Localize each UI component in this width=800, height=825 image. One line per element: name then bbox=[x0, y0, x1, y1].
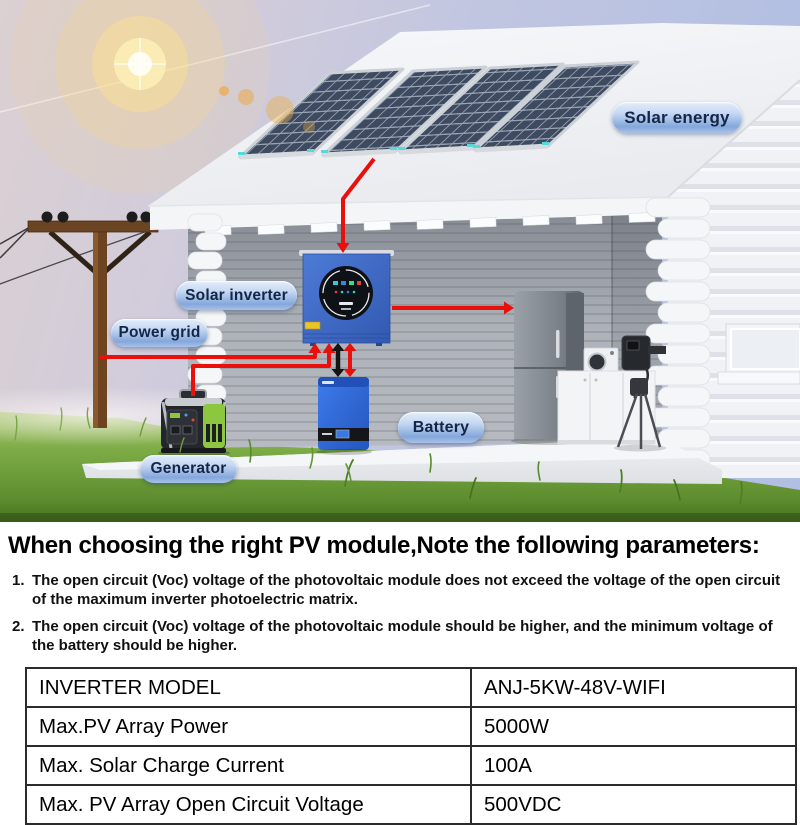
battery-unit bbox=[316, 377, 372, 455]
label-generator bbox=[140, 455, 237, 483]
spec-value: ANJ-5KW-48V-WIFI bbox=[471, 668, 796, 707]
spec-label: Max. PV Array Open Circuit Voltage bbox=[26, 785, 471, 824]
spec-value: 5000W bbox=[471, 707, 796, 746]
label-generator-text: Generator bbox=[150, 460, 227, 477]
label-solar-inverter-text: Solar inverter bbox=[185, 286, 288, 304]
spec-label: Max. Solar Charge Current bbox=[26, 746, 471, 785]
spec-table bbox=[25, 667, 797, 825]
table-row bbox=[26, 785, 796, 824]
label-battery bbox=[398, 412, 484, 443]
note-text: The open circuit (Voc) voltage of the photovoltaic module should be higher, and the minimum voltage of the battery should be higher. bbox=[32, 617, 773, 655]
spec-label: INVERTER MODEL bbox=[26, 668, 471, 707]
note-number: 2. bbox=[12, 617, 25, 635]
wall-trim-panel bbox=[718, 324, 800, 384]
label-solar-energy bbox=[612, 102, 742, 133]
table-row bbox=[26, 668, 796, 707]
label-power-grid-text: Power grid bbox=[118, 324, 201, 341]
content-section bbox=[0, 522, 800, 825]
note-item bbox=[12, 617, 792, 655]
spec-value: 100A bbox=[471, 746, 796, 785]
table-row bbox=[26, 707, 796, 746]
parameter-notes bbox=[8, 571, 792, 656]
generator-unit bbox=[158, 390, 230, 457]
warning-label bbox=[305, 322, 320, 329]
note-number: 1. bbox=[12, 571, 25, 589]
spec-label: Max.PV Array Power bbox=[26, 707, 471, 746]
label-power-grid bbox=[111, 319, 208, 347]
label-battery-text: Battery bbox=[412, 418, 470, 436]
note-text: The open circuit (Voc) voltage of the photovoltaic module does not exceed the voltage of the open circuit of the maximum inverter photoelectric matrix. bbox=[32, 571, 781, 608]
note-item bbox=[12, 571, 792, 609]
label-solar-inverter bbox=[176, 281, 297, 310]
section-heading: When choosing the right PV module,Note the following parameters: bbox=[8, 532, 760, 559]
solar-inverter-unit bbox=[299, 250, 394, 346]
table-row bbox=[26, 746, 796, 785]
label-solar-energy-text: Solar energy bbox=[624, 107, 730, 127]
spec-value: 500VDC bbox=[471, 785, 796, 824]
